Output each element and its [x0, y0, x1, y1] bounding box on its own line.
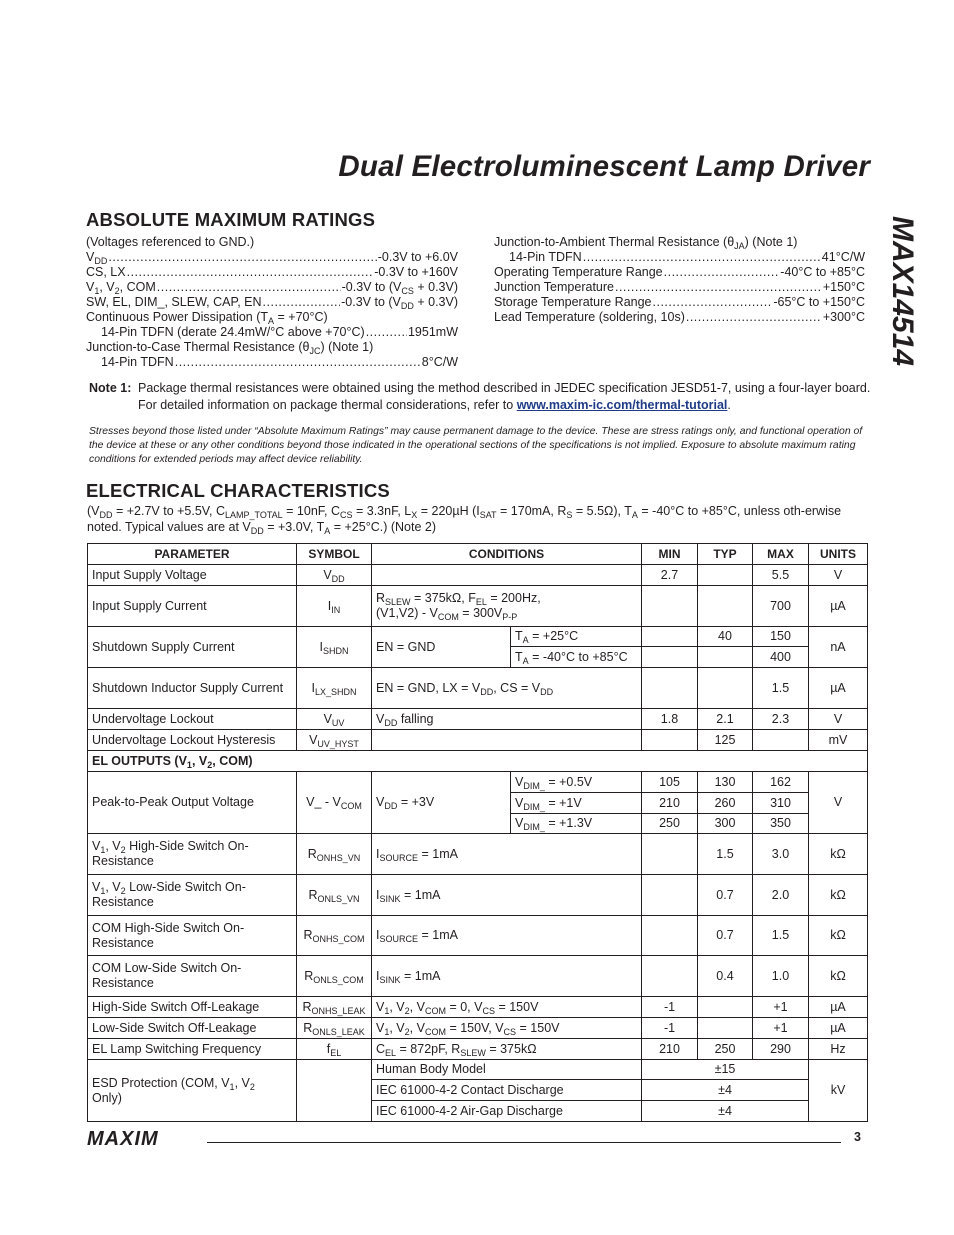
- page-number: 3: [854, 1130, 861, 1144]
- voltages-note: (Voltages referenced to GND.): [86, 235, 255, 249]
- rating-junction-temp: Junction Temperature ..... +150°C: [494, 280, 865, 295]
- rating-storage-temp: Storage Temperature Range ..... -65°C to +150°C: [494, 295, 865, 310]
- col-symbol: SYMBOL: [297, 544, 372, 565]
- table-row: IEC 61000-4-2 Air-Gap Discharge ±4: [88, 1101, 868, 1122]
- page-footer: [87, 1128, 867, 1150]
- rating-lead-temp: Lead Temperature (soldering, 10s) ..... +300°C: [494, 310, 865, 325]
- abs-max-heading: ABSOLUTE MAXIMUM RATINGS: [86, 209, 376, 230]
- rating-theta-ja: Junction-to-Ambient Thermal Resistance $(\theta_{JA})$ (Note 1): [494, 235, 798, 251]
- table-row: COM Low-Side Switch On-Resistance $R_{ONLS\_COM}$ $I_{SINK} = 1mA$ 0.4 1.0 kΩ: [88, 956, 868, 997]
- table-row: $V_1$, $V_2$ Low-Side Switch On-Resistance $R_{ONLS\_VN}$ $I_{SINK} = 1mA$ 0.7 2.0 kΩ: [88, 875, 868, 916]
- table-row: Shutdown Supply Current $I_{SHDN}$ EN = GND $T_A = +25^\circ C$ 40 150 nA: [88, 627, 868, 647]
- table-row: Low-Side Switch Off-Leakage $R_{ONLS\_LEAK}$ $V_1$, $V_2$, $V_{COM} = 150V$, $V_{CS} = 150V$ -1 +1 µA: [88, 1018, 868, 1039]
- table-row: $V_{DIM\_} = +1V$ 210 260 310: [88, 793, 868, 814]
- table-row: IEC 61000-4-2 Contact Discharge ±4: [88, 1080, 868, 1101]
- electrical-heading: ELECTRICAL CHARACTERISTICS: [86, 480, 390, 501]
- table-header-row: [88, 544, 868, 565]
- page-title: Dual Electroluminescent Lamp Driver: [338, 150, 870, 183]
- table-row: Input Supply Voltage $V_{DD}$ 2.7 5.5 V: [88, 565, 868, 586]
- table-row: Undervoltage Lockout Hysteresis $V_{UV\_HYST}$ 125 mV: [88, 730, 868, 751]
- col-min: MIN: [642, 544, 698, 565]
- table-row: $V_{DIM\_} = +1.3V$ 250 300 350: [88, 814, 868, 834]
- rating-sw-el: SW, EL, DIM_, SLEW, CAP, EN ..... -0.3V to $(V_{DD} + 0.3V)$: [86, 295, 458, 310]
- rating-tdfn-ja: 14-Pin TDFN ..... 41°C/W: [494, 250, 865, 265]
- rating-theta-jc: Junction-to-Case Thermal Resistance $(\theta_{JC})$ (Note 1): [86, 340, 374, 356]
- table-row: $V_1$, $V_2$ High-Side Switch On-Resistance $R_{ONHS\_VN}$ $I_{SOURCE} = 1mA$ 1.5 3.0 kΩ: [88, 834, 868, 875]
- electrical-conditions: ($V_{DD} = +2.7V$ to +5.5V, $C_{LAMP\_TOTAL} = 10nF$, $C_{CS} = 3.3nF$, $L_X = 220\mu H$ ($I_{SAT} = 170mA$, $R_S = 5.5\Omega$), $T_A = -40^\circ C$ to +85°C, unless oth-erwise noted. Typical values are at $V_{DD} = +3.0V$, $T_A = +25^\circ C$.) (Note 2): [87, 504, 842, 536]
- electrical-characteristics-table: [87, 543, 868, 1122]
- note-1-text: Package thermal resistances were obtained using the method described in JEDEC specification JESD51-7, using a four-layer board. For detailed information on package thermal considerations, refer to: [138, 381, 871, 412]
- col-typ: TYP: [698, 544, 753, 565]
- table-row: Input Supply Current $I_{IN}$ $R_{SLEW} = 375k\Omega$, $F_{EL} = 200Hz$, $(V1,V2) - V_{COM} = 300V_{P-P}$ 700 µA: [88, 586, 868, 627]
- rating-tdfn-derate: 14-Pin TDFN (derate 24.4mW/°C above +70°C) ..... 1951mW: [86, 325, 458, 340]
- table-row: ESD Protection (COM, $V_1$, $V_2$ Only) Human Body Model ±15 kV: [88, 1060, 868, 1080]
- col-max: MAX: [753, 544, 809, 565]
- rating-cs-lx: CS, LX ..... -0.3V to +160V: [86, 265, 458, 280]
- side-part-number: MAX14514: [886, 216, 919, 367]
- table-row: High-Side Switch Off-Leakage $R_{ONHS\_LEAK}$ $V_1$, $V_2$, $V_{COM} = 0$, $V_{CS} = 150V$ -1 +1 µA: [88, 997, 868, 1018]
- rating-power-dissipation: Continuous Power Dissipation $(T_A = +70^\circ C)$: [86, 310, 328, 326]
- col-units: UNITS: [809, 544, 868, 565]
- thermal-tutorial-link[interactable]: www.maxim-ic.com/thermal-tutorial: [516, 398, 728, 412]
- maxim-logo: MAXIM: [87, 1128, 159, 1150]
- footer-rule: [207, 1142, 841, 1143]
- note-1-label: Note 1:: [89, 381, 132, 395]
- rating-vdd: $V_{DD}$ ..... -0.3V to +6.0V: [86, 250, 458, 265]
- col-conditions: CONDITIONS: [372, 544, 642, 565]
- rating-v1-v2-com: $V_1$, $V_2$, COM ..... -0.3V to $(V_{CS} + 0.3V)$: [86, 280, 458, 295]
- rating-operating-temp: Operating Temperature Range ..... -40°C to +85°C: [494, 265, 865, 280]
- stress-disclaimer: Stresses beyond those listed under “Absolute Maximum Ratings” may cause permanent damage to the device. These are stress ratings only, and functional operation of the device at these or any other conditions beyond those indicated in the operational sections of the specifications is not implied. Exposure to absolute maximum rating conditions for extended periods may affect device reliability.: [89, 426, 863, 465]
- abs-max-right-column: [494, 235, 865, 325]
- table-row: $T_A = -40^\circ C$ to +85°C 400: [88, 647, 868, 668]
- table-row: Undervoltage Lockout $V_{UV}$ $V_{DD}$ falling 1.8 2.1 2.3 V: [88, 709, 868, 730]
- col-parameter: PARAMETER: [88, 544, 297, 565]
- table-row: COM High-Side Switch On-Resistance $R_{ONHS\_COM}$ $I_{SOURCE} = 1mA$ 0.7 1.5 kΩ: [88, 916, 868, 956]
- abs-max-left-column: [86, 235, 458, 370]
- rating-tdfn-jc: 14-Pin TDFN ..... 8°C/W: [86, 355, 458, 370]
- table-row: EL Lamp Switching Frequency $f_{EL}$ $C_{EL} = 872pF$, $R_{SLEW} = 375k\Omega$ 210 250 290 Hz: [88, 1039, 868, 1060]
- table-row: Shutdown Inductor Supply Current $I_{LX\_SHDN}$ EN = GND, LX = $V_{DD}$, CS = $V_{DD}$ 1.5 µA: [88, 668, 868, 709]
- table-row: Peak-to-Peak Output Voltage V_ - $V_{COM}$ $V_{DD} = +3V$ $V_{DIM\_} = +0.5V$ 105 130 162 V: [88, 772, 868, 793]
- section-row-el-outputs: EL OUTPUTS ($V_1$, $V_2$, COM): [88, 751, 868, 772]
